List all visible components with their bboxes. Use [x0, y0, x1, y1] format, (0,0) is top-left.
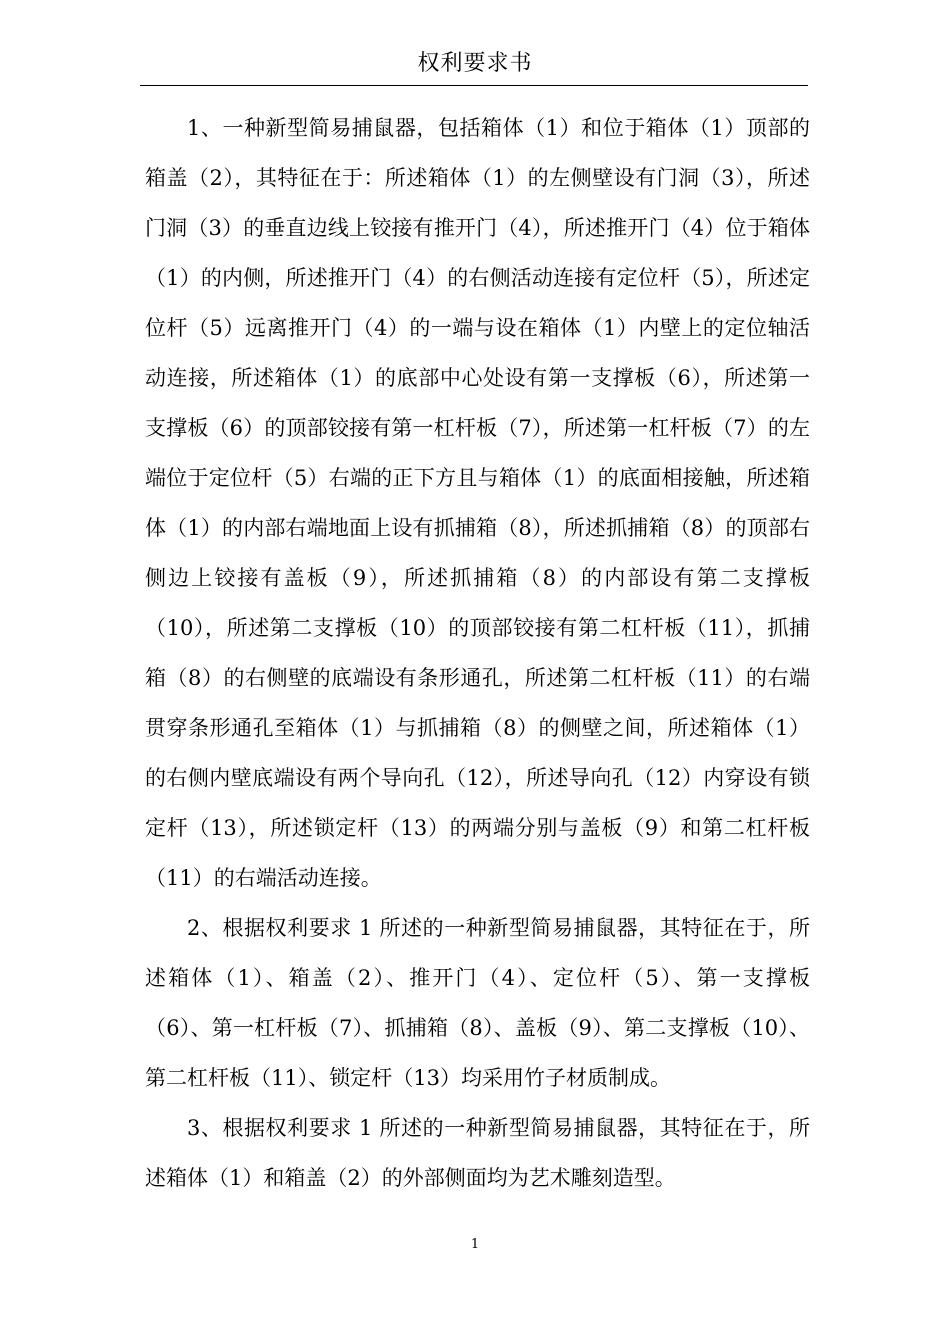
title-divider	[140, 85, 808, 86]
claims-body	[145, 103, 810, 1203]
claim-2: 2、根据权利要求 1 所述的一种新型简易捕鼠器，其特征在于，所述箱体（1）、箱盖（2）、推开门（4）、定位杆（5）、第一支撑板（6）、第一杠杆板（7）、抓捕箱（8）、盖板（9）、第二支撑板（10）、第二杠杆板（11）、锁定杆（13）均采用竹子材质制成。	[145, 916, 810, 1090]
page-number: 1	[470, 1237, 480, 1252]
claim-3: 3、根据权利要求 1 所述的一种新型简易捕鼠器，其特征在于，所述箱体（1）和箱盖（2）的外部侧面均为艺术雕刻造型。	[145, 1116, 810, 1190]
page-title: 权利要求书	[417, 51, 533, 76]
claim-1: 1、一种新型简易捕鼠器，包括箱体（1）和位于箱体（1）顶部的箱盖（2），其特征在于：所述箱体（1）的左侧壁设有门洞（3），所述门洞（3）的垂直边线上铰接有推开门（4），所述推开门（4）位于箱体（1）的内侧，所述推开门（4）的右侧活动连接有定位杆（5），所述定位杆（5）远离推开门（4）的一端与设在箱体（1）内壁上的定位轴活动连接，所述箱体（1）的底部中心处设有第一支撑板（6），所述第一支撑板（6）的顶部铰接有第一杠杆板（7），所述第一杠杆板（7）的左端位于定位杆（5）右端的正下方且与箱体（1）的底面相接触，所述箱体（1）的内部右端地面上设有抓捕箱（8），所述抓捕箱（8）的顶部右侧边上铰接有盖板（9），所述抓捕箱（8）的内部设有第二支撑板（10），所述第二支撑板（10）的顶部铰接有第二杠杆板（11），抓捕箱（8）的右侧壁的底端设有条形通孔，所述第二杠杆板（11）的右端贯穿条形通孔至箱体（1）与抓捕箱（8）的侧壁之间，所述箱体（1）的右侧内壁底端设有两个导向孔（12），所述导向孔（12）内穿设有锁定杆（13），所述锁定杆（13）的两端分别与盖板（9）和第二杠杆板（11）的右端活动连接。	[145, 116, 810, 890]
